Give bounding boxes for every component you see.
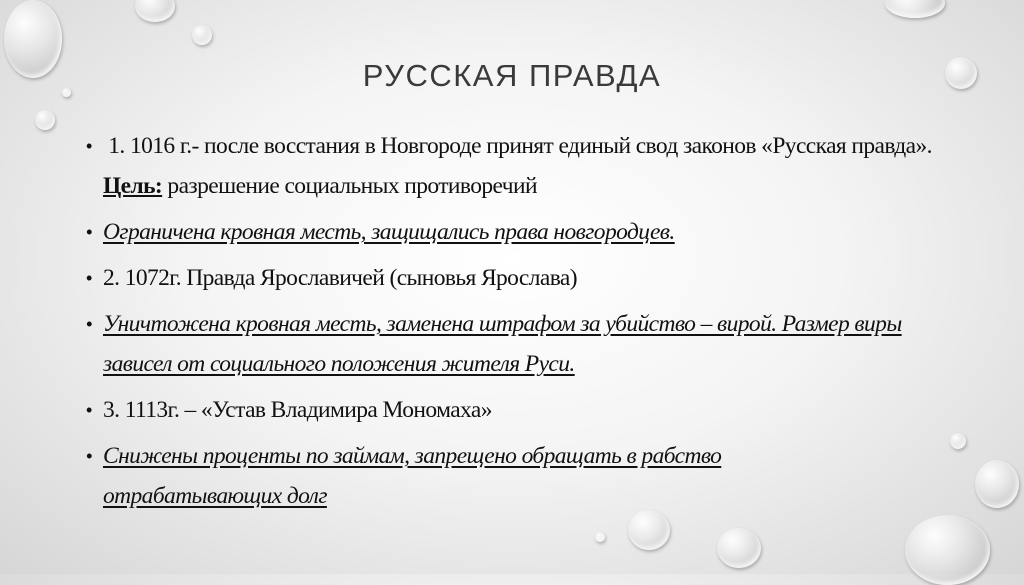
slide-title: РУССКАЯ ПРАВДА [362,58,662,93]
bullet-item: • Уничтожена кровная месть, заменена штрафом за убийство – вирой. Размер виры зависел от социального положения жителя Руси. [86,304,966,384]
bullet-list [86,126,966,522]
bullet-item: • 3. 1113г. – «Устав Владимира Мономаха» [86,390,966,430]
bullet-item [86,126,966,206]
bullet-text: разрешение социальных противоречий [162,173,537,199]
bullet-item: • Ограничена кровная месть, защищались права новгородцев. [86,212,966,252]
bullet-item: • 2. 1072г. Правда Ярославичей (сыновья Ярослава) [86,258,966,298]
bullet-item: • Снижены проценты по займам, запрещено обращать в рабство отрабатывающих долг [86,436,843,516]
goal-label: Цель: [103,173,163,199]
bullet-text: 1. 1016 г.- после восстания в Новгороде принят единый свод законов «Русская правда». [108,133,932,159]
